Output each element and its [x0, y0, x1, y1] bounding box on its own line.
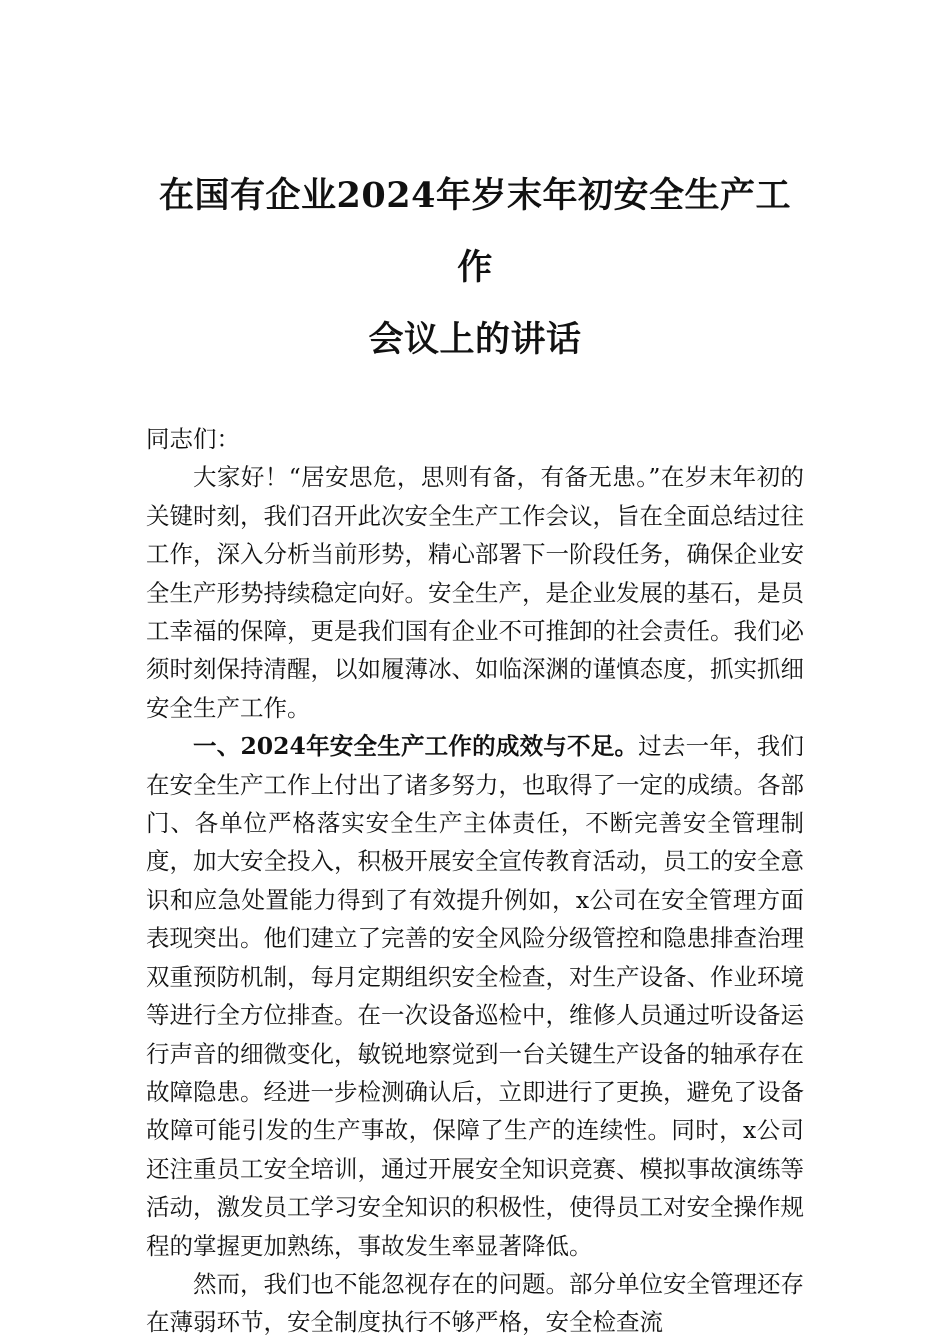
title-line-2: 会议上的讲话 — [368, 319, 582, 360]
title-line-1: 在国有企业2024年岁末年初安全生产工作 — [159, 175, 791, 288]
salutation: 同志们： — [146, 425, 240, 453]
paragraph-opening — [146, 458, 804, 727]
section-heading: 一、2024年安全生产工作的成效与不足。 — [193, 732, 639, 761]
paragraph-section-one-text: 过去一年，我们在安全生产工作上付出了诸多努力，也取得了一定的成绩。各部门、各单位严格落实安全生产主体责任，不断完善安全管理制度，加大安全投入，积极开展安全宣传教育活动，员工的安全意识和应急处置能力得到了有效提升例如，x公司在安全管理方面表现突出。他们建立了完善的安全风险分级管控和隐患排查治理双重预防机制，每月定期组织安全检查，对生产设备、作业环境等进行全方位排查。在一次设备巡检中，维修人员通过听设备运行声音的细微变化，敏锐地察觉到一台关键生产设备的轴承存在故障隐患。经进一步检测确认后，立即进行了更换，避免了设备故障可能引发的生产事故，保障了生产的连续性。同时，x公司还注重员工安全培训，通过开展安全知识竞赛、模拟事故演练等活动，激发员工学习安全知识的积极性，使得员工对安全操作规程的掌握更加熟练，事故发生率显著降低。 — [146, 732, 805, 1260]
document-title — [146, 160, 804, 376]
paragraph-problems-text: 然而，我们也不能忽视存在的问题。部分单位安全管理还存在薄弱环节，安全制度执行不够严格，安全检查流 — [146, 1269, 804, 1337]
paragraph-opening-text: 大家好！“居安思危，思则有备，有备无患。”在岁末年初的关键时刻，我们召开此次安全生产工作会议，旨在全面总结过往工作，深入分析当前形势，精心部署下一阶段任务，确保企业安全生产形势持续稳定向好。安全生产，是企业发展的基石，是员工幸福的保障，更是我们国有企业不可推卸的社会责任。我们必须时刻保持清醒，以如履薄冰、如临深渊的谨慎态度，抓实抓细安全生产工作。 — [146, 463, 804, 722]
document-body — [146, 420, 804, 1342]
paragraph-problems — [146, 1265, 804, 1342]
paragraph-section-one — [146, 727, 804, 1265]
